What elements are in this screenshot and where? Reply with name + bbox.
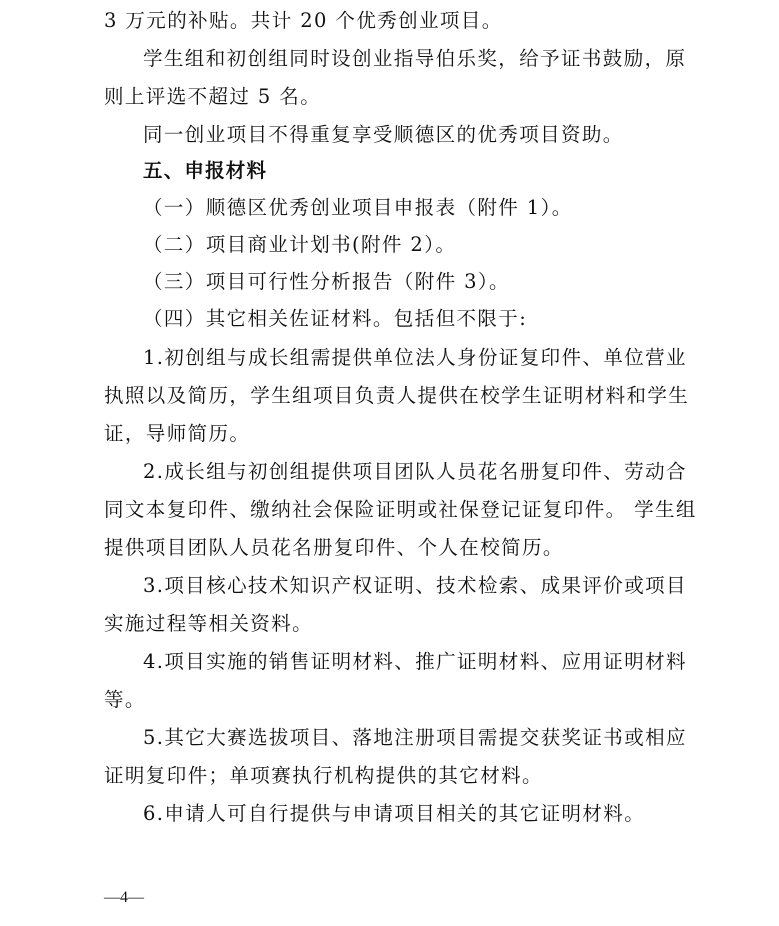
text-line-item-3: 3.项目核心技术知识产权证明、技术检索、成果评价或项目 [143, 574, 687, 597]
text-line-mentor-award-cont: 则上评选不超过 5 名。 [104, 85, 322, 108]
list-item-feasibility-report: （三）项目可行性分析报告（附件 3）。 [143, 270, 510, 293]
text-line-item-1-cont-a: 执照以及简历，学生组项目负责人提供在校学生证明材料和学生 [104, 384, 690, 407]
text-line-mentor-award: 学生组和初创组同时设创业指导伯乐奖，给予证书鼓励，原 [143, 47, 687, 70]
text-line-item-2-cont-a: 同文本复印件、缴纳社会保险证明或社保登记证复印件。 学生组 [104, 498, 697, 521]
page-number: —4— [104, 889, 144, 906]
text-line-item-5: 5.其它大赛选拔项目、落地注册项目需提交获奖证书或相应 [143, 726, 687, 749]
text-line-item-5-cont: 证明复印件；单项赛执行机构提供的其它材料。 [104, 764, 543, 787]
text-line-no-duplicate: 同一创业项目不得重复享受顺德区的优秀项目资助。 [143, 123, 624, 146]
text-line-item-6: 6.申请人可自行提供与申请项目相关的其它证明材料。 [143, 802, 646, 825]
list-item-business-plan: （二）项目商业计划书(附件 2）。 [143, 233, 457, 256]
text-line-item-3-cont: 实施过程等相关资料。 [104, 612, 314, 635]
text-line-item-4: 4.项目实施的销售证明材料、推广证明材料、应用证明材料 [143, 650, 687, 673]
text-line-item-2-cont-b: 提供项目团队人员花名册复印件、个人在校简历。 [104, 536, 564, 559]
list-item-application-form: （一）顺德区优秀创业项目申报表（附件 1）。 [143, 196, 573, 219]
text-line-item-2: 2.成长组与初创组提供项目团队人员花名册复印件、劳动合 [143, 460, 687, 483]
text-line-item-1: 1.初创组与成长组需提供单位法人身份证复印件、单位营业 [143, 346, 687, 369]
section-heading-materials: 五、申报材料 [143, 159, 268, 182]
text-line-subsidy-total: 3 万元的补贴。共计 20 个优秀创业项目。 [104, 9, 503, 32]
text-line-item-1-cont-b: 证，导师简历。 [104, 422, 251, 445]
text-line-item-4-cont: 等。 [104, 688, 146, 711]
list-item-supporting-materials: （四）其它相关佐证材料。包括但不限于: [143, 307, 528, 330]
